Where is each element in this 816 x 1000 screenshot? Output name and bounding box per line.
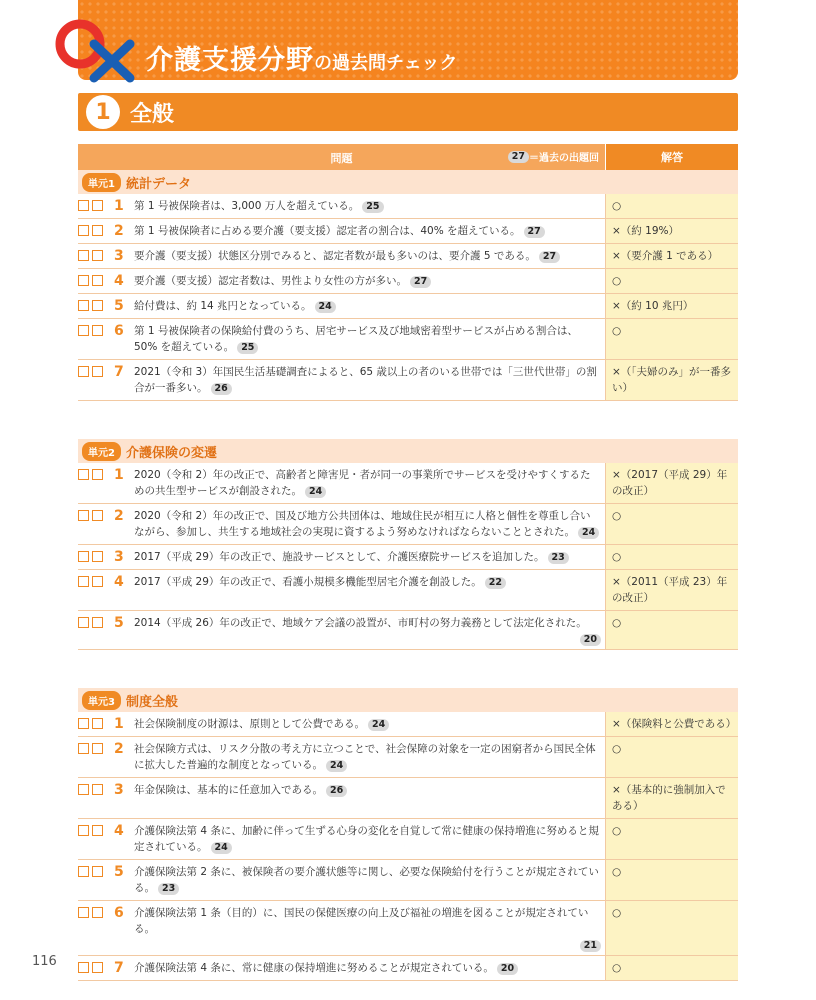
- question-row: [78, 956, 738, 981]
- checkbox[interactable]: [78, 866, 89, 877]
- answer-cell: ×（約 10 兆円）: [605, 294, 738, 318]
- checkbox[interactable]: [78, 275, 89, 286]
- page-title: [146, 38, 457, 78]
- check-boxes: [78, 248, 118, 264]
- question-number: 2: [114, 223, 124, 239]
- checkbox[interactable]: [78, 225, 89, 236]
- question-text: 2017（平成 29）年の改正で、看護小規模多機能型居宅介護を創設した。: [134, 576, 482, 588]
- question-row: [78, 294, 738, 319]
- legend: [505, 149, 599, 164]
- checkbox[interactable]: [78, 576, 89, 587]
- checkbox[interactable]: [92, 718, 103, 729]
- question-cell: [78, 860, 605, 900]
- answer-cell: ○: [605, 504, 738, 544]
- unit-block: [78, 170, 738, 401]
- question-row: [78, 319, 738, 360]
- question-text-wrap: [134, 223, 601, 239]
- question-table: [78, 144, 738, 981]
- answer-cell: ○: [605, 611, 738, 649]
- question-text: 2020（令和 2）年の改正で、高齢者と障害児・者が同一の事業所でサービスを受けやすくするための共生型サービスが創設された。: [134, 469, 591, 497]
- checkbox[interactable]: [78, 907, 89, 918]
- checkbox[interactable]: [78, 300, 89, 311]
- checkbox[interactable]: [78, 718, 89, 729]
- answer-cell: ○: [605, 545, 738, 569]
- question-cell: [78, 360, 605, 400]
- unit-header: [78, 439, 738, 463]
- check-boxes: [78, 508, 118, 540]
- legend-tag: 27: [508, 151, 529, 163]
- answer-cell: ×（約 19%）: [605, 219, 738, 243]
- checkbox[interactable]: [92, 551, 103, 562]
- question-row: [78, 819, 738, 860]
- question-cell: [78, 737, 605, 777]
- checkbox[interactable]: [92, 510, 103, 521]
- checkbox[interactable]: [92, 784, 103, 795]
- check-boxes: [78, 467, 118, 499]
- exam-round-tag: 23: [548, 552, 569, 564]
- question-row: [78, 463, 738, 504]
- checkbox[interactable]: [78, 325, 89, 336]
- checkbox[interactable]: [92, 962, 103, 973]
- question-row: [78, 545, 738, 570]
- checkbox[interactable]: [78, 200, 89, 211]
- checkbox[interactable]: [78, 784, 89, 795]
- checkbox[interactable]: [78, 469, 89, 480]
- answer-cell: ×（「夫婦のみ」が一番多い）: [605, 360, 738, 400]
- exam-round-tag: 25: [237, 342, 258, 354]
- question-number: 4: [114, 574, 124, 590]
- question-row: [78, 194, 738, 219]
- question-row: [78, 611, 738, 650]
- question-text-wrap: [134, 823, 601, 855]
- question-cell: [78, 269, 605, 293]
- question-number: 6: [114, 323, 124, 339]
- question-cell: [78, 819, 605, 859]
- question-cell: [78, 194, 605, 218]
- page-title-rest: の過去問チェック: [314, 53, 458, 74]
- question-text: 要介護（要支援）認定者数は、男性より女性の方が多い。: [134, 275, 407, 287]
- answer-cell: ×（要介護 1 である）: [605, 244, 738, 268]
- question-text-wrap: [134, 467, 601, 499]
- checkbox[interactable]: [92, 907, 103, 918]
- unit-title: 介護保険の変遷: [125, 445, 217, 461]
- question-number: 5: [114, 615, 124, 631]
- answer-cell: ×（2017（平成 29）年の改正）: [605, 463, 738, 503]
- answer-cell: ○: [605, 194, 738, 218]
- exam-round-tag: 26: [211, 383, 232, 395]
- check-boxes: [78, 273, 118, 289]
- question-text-wrap: [134, 273, 601, 289]
- section-bar: [78, 93, 738, 131]
- checkbox[interactable]: [92, 250, 103, 261]
- exam-round-tag: 20: [497, 963, 518, 975]
- question-number: 7: [114, 960, 124, 976]
- page-title-main: 介護支援分野: [146, 45, 314, 76]
- question-text: 社会保険方式は、リスク分散の考え方に立つことで、社会保障の対象を一定の困窮者から国民全体に拡大した普遍的な制度となっている。: [134, 743, 596, 771]
- exam-round-tag: 24: [578, 527, 599, 539]
- question-cell: [78, 219, 605, 243]
- question-cell: [78, 463, 605, 503]
- answer-cell: ○: [605, 269, 738, 293]
- question-text: 給付費は、約 14 兆円となっている。: [134, 300, 312, 312]
- exam-round-tag: 24: [211, 842, 232, 854]
- question-text-wrap: [134, 960, 601, 976]
- question-column-header: [78, 144, 605, 170]
- checkbox[interactable]: [92, 866, 103, 877]
- question-header-label: 問題: [330, 152, 353, 165]
- exam-round-tag: 20: [580, 634, 601, 646]
- question-row: [78, 219, 738, 244]
- answer-cell: ○: [605, 819, 738, 859]
- answer-cell: ×（2011（平成 23）年の改正）: [605, 570, 738, 610]
- answer-cell: ○: [605, 737, 738, 777]
- checkbox[interactable]: [78, 250, 89, 261]
- check-boxes: [78, 298, 118, 314]
- question-text-wrap: [134, 364, 601, 396]
- table-header: [78, 144, 738, 170]
- check-boxes: [78, 782, 118, 814]
- question-row: [78, 712, 738, 737]
- question-number: 5: [114, 864, 124, 880]
- question-text-wrap: [134, 298, 601, 314]
- checkbox[interactable]: [92, 617, 103, 628]
- question-row: [78, 504, 738, 545]
- question-text-wrap: [134, 905, 601, 951]
- question-number: 3: [114, 248, 124, 264]
- unit-header: [78, 170, 738, 194]
- question-row: [78, 860, 738, 901]
- question-number: 2: [114, 508, 124, 524]
- question-text-wrap: [134, 716, 601, 732]
- question-text: 介護保険法第 4 条に、加齢に伴って生ずる心身の変化を自覚して常に健康の保持増進に努めると規定されている。: [134, 825, 599, 853]
- exam-round-tag: 24: [305, 486, 326, 498]
- answer-column-header: 解答: [605, 144, 738, 170]
- question-text-wrap: [134, 323, 601, 355]
- legend-text: ＝過去の出題回: [529, 153, 599, 164]
- unit-title: 制度全般: [125, 694, 178, 710]
- unit-header: [78, 688, 738, 712]
- question-text: 要介護（要支援）状態区分別でみると、認定者数が最も多いのは、要介護 5 である。: [134, 250, 536, 262]
- question-text-wrap: [134, 248, 601, 264]
- check-boxes: [78, 905, 118, 951]
- check-boxes: [78, 574, 118, 606]
- question-cell: [78, 712, 605, 736]
- question-cell: [78, 778, 605, 818]
- question-text: 2021（令和 3）年国民生活基礎調査によると、65 歳以上の者のいる世帯では「三世代世帯」の割合が一番多い。: [134, 366, 597, 394]
- checkbox[interactable]: [78, 743, 89, 754]
- question-number: 1: [114, 467, 124, 483]
- question-row: [78, 778, 738, 819]
- check-boxes: [78, 716, 118, 732]
- exam-round-tag: 23: [158, 883, 179, 895]
- question-cell: [78, 545, 605, 569]
- question-text: 第 1 号被保険者の保険給付費のうち、居宅サービス及び地域密着型サービスが占める割合は、50% を超えている。: [134, 325, 578, 353]
- question-text: 2014（平成 26）年の改正で、地域ケア会議の設置が、市町村の努力義務として法定化された。: [134, 617, 587, 629]
- check-boxes: [78, 198, 118, 214]
- exam-round-tag: 27: [524, 226, 545, 238]
- exam-round-tag: 24: [368, 719, 389, 731]
- question-cell: [78, 504, 605, 544]
- exam-round-tag: 24: [315, 301, 336, 313]
- question-text-wrap: [134, 741, 601, 773]
- checkbox[interactable]: [92, 275, 103, 286]
- answer-cell: ○: [605, 860, 738, 900]
- question-number: 3: [114, 782, 124, 798]
- section-number: 1: [86, 95, 120, 129]
- checkbox[interactable]: [78, 962, 89, 973]
- unit-block: [78, 688, 738, 981]
- question-text: 介護保険法第 4 条に、常に健康の保持増進に努めることが規定されている。: [134, 962, 494, 974]
- check-boxes: [78, 823, 118, 855]
- question-row: [78, 570, 738, 611]
- question-row: [78, 269, 738, 294]
- question-text: 2020（令和 2）年の改正で、国及び地方公共団体は、地域住民が相互に人格と個性を尊重し合いながら、参加し、共生する地域社会の実現に資するよう努めなければならないこととされた。: [134, 510, 591, 538]
- question-cell: [78, 244, 605, 268]
- answer-cell: ×（保険料と公費である）: [605, 712, 738, 736]
- question-cell: [78, 611, 605, 649]
- question-text: 介護保険法第 2 条に、被保険者の要介護状態等に関し、必要な保険給付を行うことが規定されている。: [134, 866, 599, 894]
- checkbox[interactable]: [92, 743, 103, 754]
- question-text-wrap: [134, 198, 601, 214]
- question-cell: [78, 901, 605, 955]
- question-number: 1: [114, 716, 124, 732]
- exam-round-tag: 21: [580, 940, 601, 952]
- checkbox[interactable]: [78, 510, 89, 521]
- question-cell: [78, 294, 605, 318]
- unit-badge: 単元1: [82, 173, 121, 192]
- question-cell: [78, 956, 605, 980]
- answer-cell: ○: [605, 901, 738, 955]
- maru-batsu-icon: [52, 14, 142, 84]
- check-boxes: [78, 960, 118, 976]
- question-text: 第 1 号被保険者に占める要介護（要支援）認定者の割合は、40% を超えている。: [134, 225, 521, 237]
- checkbox[interactable]: [92, 825, 103, 836]
- question-text: 第 1 号被保険者は、3,000 万人を超えている。: [134, 200, 360, 212]
- question-text: 介護保険法第 1 条（目的）に、国民の保健医療の向上及び福祉の増進を図ることが規定されている。: [134, 907, 589, 935]
- question-text-wrap: [134, 508, 601, 540]
- question-cell: [78, 319, 605, 359]
- question-text-wrap: [134, 864, 601, 896]
- checkbox[interactable]: [92, 366, 103, 377]
- question-number: 4: [114, 273, 124, 289]
- question-text: 2017（平成 29）年の改正で、施設サービスとして、介護医療院サービスを追加した。: [134, 551, 545, 563]
- question-number: 1: [114, 198, 124, 214]
- question-number: 5: [114, 298, 124, 314]
- check-boxes: [78, 549, 118, 565]
- check-boxes: [78, 223, 118, 239]
- check-boxes: [78, 864, 118, 896]
- check-boxes: [78, 615, 118, 645]
- checkbox[interactable]: [78, 366, 89, 377]
- checkbox[interactable]: [78, 617, 89, 628]
- check-boxes: [78, 323, 118, 355]
- exam-round-tag: 27: [539, 251, 560, 263]
- checkbox[interactable]: [92, 325, 103, 336]
- question-number: 4: [114, 823, 124, 839]
- exam-round-tag: 22: [485, 577, 506, 589]
- unit-block: [78, 439, 738, 650]
- question-row: [78, 244, 738, 269]
- answer-cell: ○: [605, 319, 738, 359]
- exam-round-tag: 27: [410, 276, 431, 288]
- unit-badge: 単元3: [82, 691, 121, 710]
- question-text-wrap: [134, 782, 601, 814]
- question-text: 年金保険は、基本的に任意加入である。: [134, 784, 323, 796]
- page-number: 116: [32, 954, 57, 969]
- question-number: 2: [114, 741, 124, 757]
- checkbox[interactable]: [92, 300, 103, 311]
- exam-round-tag: 25: [362, 201, 383, 213]
- question-row: [78, 360, 738, 401]
- question-text: 社会保険制度の財源は、原則として公費である。: [134, 718, 365, 730]
- answer-cell: ○: [605, 956, 738, 980]
- checkbox[interactable]: [78, 551, 89, 562]
- question-cell: [78, 570, 605, 610]
- question-number: 6: [114, 905, 124, 921]
- question-row: [78, 737, 738, 778]
- check-boxes: [78, 741, 118, 773]
- exam-round-tag: 24: [326, 760, 347, 772]
- question-number: 3: [114, 549, 124, 565]
- question-row: [78, 901, 738, 956]
- unit-badge: 単元2: [82, 442, 121, 461]
- checkbox[interactable]: [92, 225, 103, 236]
- question-text-wrap: [134, 549, 601, 565]
- question-text-wrap: [134, 574, 601, 606]
- section-title: 全般: [130, 101, 175, 127]
- checkbox[interactable]: [92, 469, 103, 480]
- exam-round-tag: 26: [326, 785, 347, 797]
- answer-cell: ×（基本的に強制加入である）: [605, 778, 738, 818]
- checkbox[interactable]: [78, 825, 89, 836]
- question-number: 7: [114, 364, 124, 380]
- question-text-wrap: [134, 615, 601, 645]
- checkbox[interactable]: [92, 200, 103, 211]
- check-boxes: [78, 364, 118, 396]
- checkbox[interactable]: [92, 576, 103, 587]
- unit-title: 統計データ: [125, 176, 191, 192]
